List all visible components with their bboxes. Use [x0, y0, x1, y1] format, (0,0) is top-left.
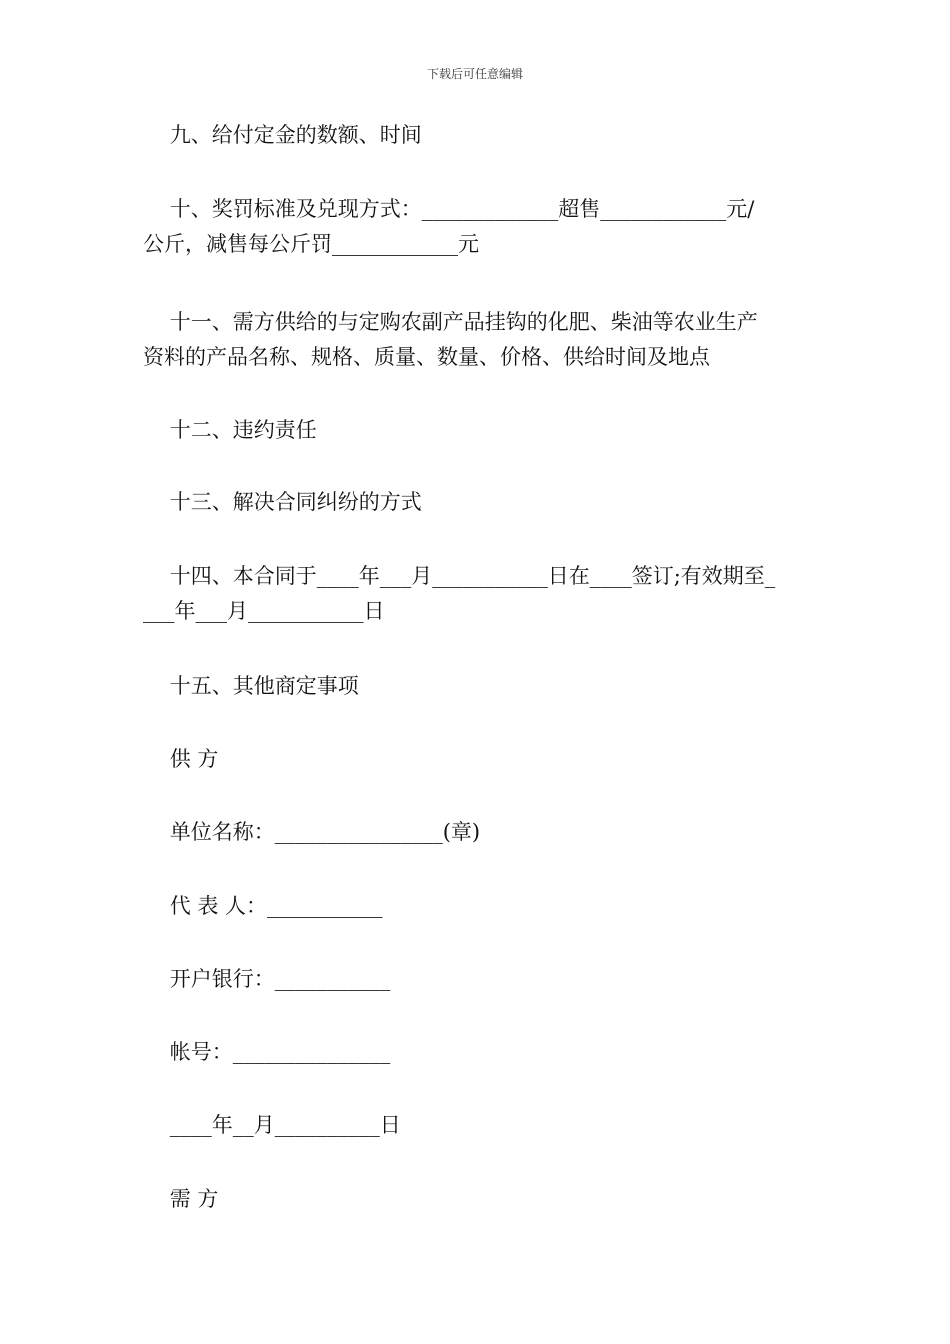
supplier-unit-name: 单位名称：________________(章) — [143, 820, 481, 844]
clause-12: 十二、违约责任 — [143, 418, 317, 442]
buyer-heading: 需 方 — [143, 1187, 219, 1211]
supplier-account: 帐号：_______________ — [143, 1040, 391, 1064]
clause-9: 九、给付定金的数额、时间 — [143, 123, 422, 147]
supplier-date: ____年__月__________日 — [143, 1113, 401, 1137]
clause-15: 十五、其他商定事项 — [143, 674, 359, 698]
clause-14: 十四、本合同于____年___月___________日在____签订;有效期至_ ___年___月___________日 — [143, 564, 776, 623]
clause-11: 十一、需方供给的与定购农副产品挂钩的化肥、柴油等农业生产 资料的产品名称、规格、质量、数量、价格、供给时间及地点 — [143, 310, 758, 369]
supplier-bank: 开户银行：___________ — [143, 967, 391, 991]
supplier-heading: 供 方 — [143, 747, 219, 771]
page-header: 下载后可任意编辑 — [426, 67, 523, 81]
clause-10: 十、奖罚标准及兑现方式：_____________超售____________元/ 公斤，减售每公斤罚____________元 — [143, 197, 755, 256]
clause-13: 十三、解决合同纠纷的方式 — [143, 490, 422, 514]
supplier-representative: 代 表 人：___________ — [143, 894, 383, 918]
